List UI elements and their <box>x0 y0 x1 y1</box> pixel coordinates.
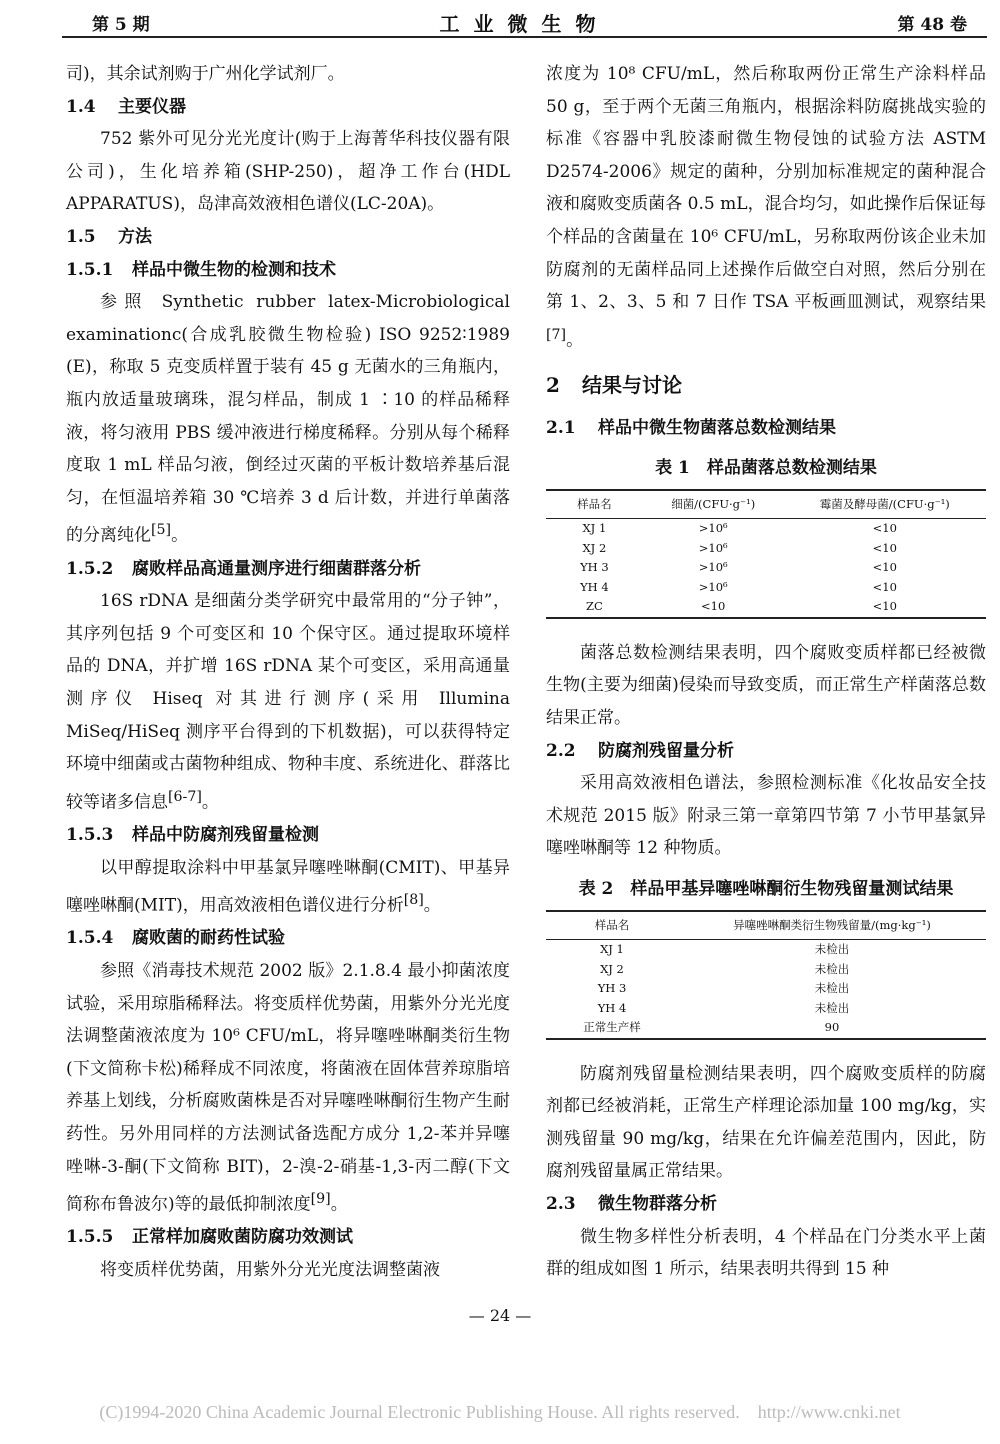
citation-ref: [7] <box>546 326 567 343</box>
copyright-footer: (C)1994-2020 China Academic Journal Electronic Publishing House. All rights reserved. http://www.cnki.net <box>99 1402 901 1422</box>
table-1-title: 表 1 样品菌落总数检测结果 <box>655 458 877 479</box>
journal-title: 工业微生物 <box>439 12 610 36</box>
volume-label: 第 48 卷 <box>897 15 967 35</box>
paragraph-colony-result: 菌落总数检测结果表明，四个腐败变质样都已经被微生物(主要为细菌)侵染而导致变质，而正常生产样菌落总数结果正常。 <box>546 642 986 728</box>
section-heading-2-2: 2.2 防腐剂残留量分析 <box>546 740 734 761</box>
table-row: 正常生产样 90 <box>546 1018 986 1039</box>
citation-ref: [5] <box>151 522 172 539</box>
section-heading-2-1: 2.1 样品中微生物菌落总数检测结果 <box>546 417 836 438</box>
paragraph-residual-result: 防腐剂残留量检测结果表明，四个腐败变质样的防腐剂都已经被消耗，正常生产样理论添加量 100 mg/kg，实测残留量 90 mg/kg，结果在允许偏差范围内，因此，防腐剂残留量属正常结果。 <box>546 1063 986 1182</box>
page-number: — 24 — <box>468 1306 532 1325</box>
paragraph-hplc-method: 采用高效液相色谱法，参照检测标准《化妆品安全技术规范 2015 版》附录三第一章第四节第 7 小节甲基氯异噻唑啉酮等 12 种物质。 <box>546 773 986 859</box>
section-heading-1-5-2: 1.5.2 腐败样品高通量测序进行细菌群落分析 <box>66 558 421 579</box>
section-heading-1-5-3: 1.5.3 样品中防腐剂残留量检测 <box>66 824 319 845</box>
table-header: 样品名 <box>546 490 643 519</box>
table-header: 细菌/(CFU·g⁻¹) <box>643 490 784 519</box>
table-header: 异噻唑啉酮类衍生物残留量/(mg·kg⁻¹) <box>678 911 986 940</box>
running-header <box>62 6 987 38</box>
table-row: YH 3 未检出 <box>597 981 850 996</box>
paragraph-community-analysis: 微生物多样性分析表明，4 个样品在门分类水平上菌群的组成如图 1 所示，结果表明共得到 15 种 <box>546 1226 986 1280</box>
citation-ref: [6-7] <box>168 788 202 805</box>
table-row: YH 4 未检出 <box>597 1000 850 1015</box>
table-row: YH 3 >10⁶ <10 <box>580 560 897 575</box>
citation-ref: [8] <box>403 892 424 909</box>
paragraph-instruments: 752 紫外可见分光光度计(购于上海菁华科技仪器有限公司)，生化培养箱(SHP-250)，超净工作台(HDL APPARATUS)，岛津高效液相色谱仪(LC-20A)。 <box>66 129 510 215</box>
paragraph-sequencing: 16S rDNA 是细菌分类学研究中最常用的“分子钟”，其序列包括 9 个可变区和 10 个保守区。通过提取环境样品的 DNA，并扩增 16S rDNA 某个可变区，采用高通量测序仪 Hiseq 对其进行测序(采用 Illumina MiSeq/HiSeq 测序平台得到的下机数据)，可以获得特定环境中细菌或古菌物种组成、物种丰度、系统进化、群落比较等诸多信息[6-7]。 <box>66 591 510 813</box>
paragraph-preservative-detection: 以甲醇提取涂料中甲基氯异噻唑啉酮(CMIT)、甲基异噻唑啉酮(MIT)，用高效液相色谱仪进行分析[8]。 <box>66 857 510 916</box>
section-heading-2-3: 2.3 微生物群落分析 <box>546 1193 717 1214</box>
table-row: XJ 1 未检出 <box>600 942 850 957</box>
section-heading-1-5-5: 1.5.5 正常样加腐败菌防腐功效测试 <box>66 1227 353 1248</box>
table-header: 霉菌及酵母菌/(CFU·g⁻¹) <box>784 490 986 519</box>
table-row: XJ 1 >10⁶ <10 <box>582 521 897 536</box>
right-column <box>546 58 986 1286</box>
table-row: XJ 2 >10⁶ <10 <box>582 540 897 555</box>
section-heading-2: 2 结果与讨论 <box>546 373 682 397</box>
paragraph-reagents: 司)，其余试剂购于广州化学试剂厂。 <box>66 64 345 84</box>
paragraph-microbe-detection: 参照 Synthetic rubber latex-Microbiological examinationc(合成乳胶微生物检验) ISO 9252∶1989 (E)，称取 5 克变质样置于装有 45 g 无菌水的三角瓶内，瓶内放适量玻璃珠，混匀样品，制成 1 ∶10 的样品稀释液，将匀液用 PBS 缓冲液进行梯度稀释。分别从每个稀释度取 1 mL 样品匀液，倒经过灭菌的平板计数培养基后混匀，在恒温培养箱 30 ℃培养 3 d 后计数，并进行单菌落的分离纯化[5]。 <box>66 292 510 546</box>
section-heading-1-5: 1.5 方法 <box>66 226 152 247</box>
table-2 <box>546 910 986 1040</box>
paragraph-efficacy-test-start: 将变质样优势菌，用紫外分光光度法调整菌液 <box>100 1260 440 1280</box>
table-row: YH 4 >10⁶ <10 <box>580 579 897 594</box>
table-header: 样品名 <box>546 911 678 940</box>
paragraph-efficacy-test-cont: 浓度为 10⁸ CFU/mL，然后称取两份正常生产涂料样品 50 g，至于两个无菌三角瓶内，根据涂料防腐挑战实验的标准《容器中乳胶漆耐微生物侵蚀的试验方法 ASTM D2574-2006》规定的菌种，分别加标准规定的菌种混合液和腐败变质菌各 0.5 mL，混合均匀，如此操作后保证每个样品的含菌量在 10⁶ CFU/mL，另称取两份该企业未加防腐剂的无菌样品同上述操作后做空白对照，然后分别在第 1、2、3、5 和 7 日作 TSA 平板画皿测试，观察结果[7]。 <box>546 64 986 351</box>
section-heading-1-4: 1.4 主要仪器 <box>66 96 186 117</box>
section-heading-1-5-1: 1.5.1 样品中微生物的检测和技术 <box>66 259 336 280</box>
section-heading-1-5-4: 1.5.4 腐败菌的耐药性试验 <box>66 928 285 949</box>
table-1 <box>546 489 986 619</box>
table-2-title: 表 2 样品甲基异噻唑啉酮衍生物残留量测试结果 <box>578 878 954 899</box>
paragraph-resistance-test: 参照《消毒技术规范 2002 版》2.1.8.4 最小抑菌浓度试验，采用琼脂稀释法。将变质样优势菌，用紫外分光光度法调整菌液浓度为 10⁶ CFU/mL，将异噻唑啉酮类衍生物(下文简称卡松)稀释成不同浓度，将菌液在固体营养琼脂培养基上划线，分析腐败菌株是否对异噻唑啉酮衍生物产生耐药性。另外用同样的方法测试备选配方成分 1,2-苯并异噻唑啉-3-酮(下文简称 BIT)，2-溴-2-硝基-1,3-丙二醇(下文简称布鲁波尔)等的最低抑制浓度[9]。 <box>66 961 510 1215</box>
left-column <box>66 58 510 1287</box>
issue-label: 第 5 期 <box>92 15 150 35</box>
citation-ref: [9] <box>310 1191 331 1208</box>
table-row: XJ 2 未检出 <box>600 961 850 976</box>
table-row: ZC <10 <10 <box>546 597 986 618</box>
